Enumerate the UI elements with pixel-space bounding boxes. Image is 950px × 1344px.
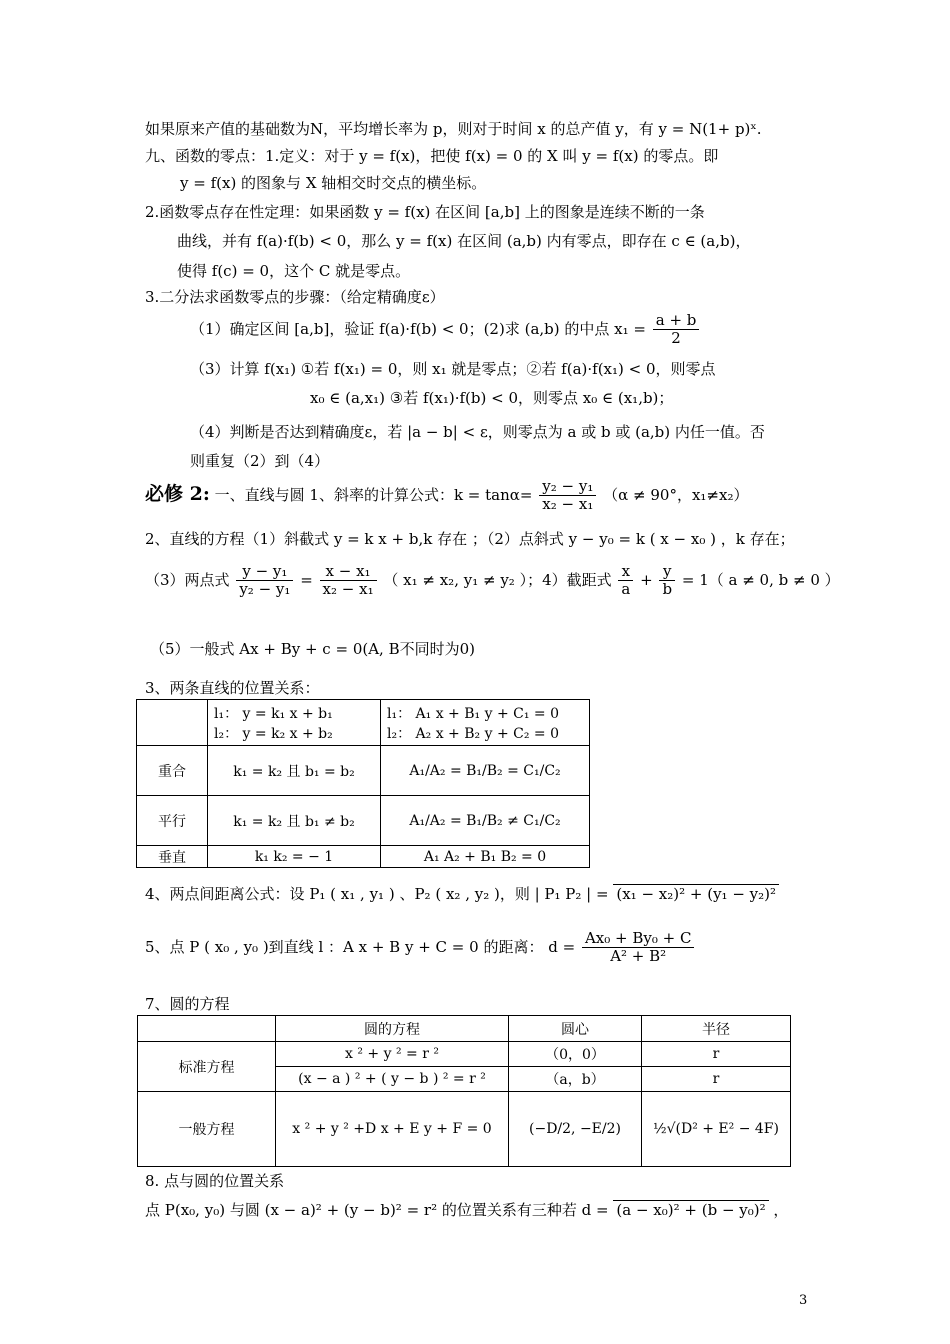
cell-line: l₂： y = k₂ x + b₂ [214,725,333,742]
table-cell [208,700,381,746]
line-relation-table [136,699,590,868]
fraction [618,563,633,599]
table-cell: A₁ A₂ + B₁ B₂ = 0 [381,846,590,868]
text-line: （5）一般式 Ax + By + c = 0(A, B不同时为0) [150,640,475,658]
table-cell: ½√(D² + E² − 4F) [642,1092,791,1167]
text-line: 使得 f(c) = 0，这个 C 就是零点。 [177,262,411,280]
text-line [145,930,696,966]
table-cell: (x − a ) ² + ( y − b ) ² = r ² [276,1067,509,1092]
formula-text: = 1（ a ≠ 0, b ≠ 0 ） [681,570,840,589]
text-line: 曲线，并有 f(a)·f(b) < 0，那么 y = f(x) 在区间 (a,b) 内有零点，即存在 c ∈ (a,b)， [177,232,751,250]
formula-text: 4、两点间距离公式：设 P₁ ( x₁ , y₁ ) 、P₂ ( x₂ , y₂ )，则 | P₁ P₂ | = [145,885,609,903]
sqrt-expression: (a − x₀)² + (b − y₀)² [613,1200,768,1220]
table-cell: A₁/A₂ = B₁/B₂ ≠ C₁/C₂ [381,796,590,846]
formula-text: （3）两点式 [145,570,230,589]
numerator: a + b [653,312,700,330]
table-row [137,846,590,868]
text-line: 2、直线的方程（1）斜截式 y = k x + b,k 存在 ；（2）点斜式 y − y₀ = k ( x − x₀ ) ，k 存在； [145,530,795,548]
fraction [653,312,700,348]
table-cell: 重合 [137,746,208,796]
table-cell: 垂直 [137,846,208,868]
table-cell [381,700,590,746]
numerator: y₂ − y₁ [539,478,596,496]
numerator: Ax₀ + By₀ + C [582,930,695,948]
table-cell: 圆心 [509,1016,642,1042]
table-cell: 圆的方程 [276,1016,509,1042]
text-line: 九、函数的零点：1.定义：对于 y = f(x)，把使 f(x) = 0 的 X 叫 y = f(x) 的零点。即 [145,147,719,165]
text-line: y = f(x) 的图象与 X 轴相交时交点的横坐标。 [180,174,487,192]
table-cell [137,700,208,746]
table-cell: （a，b） [509,1067,642,1092]
fraction [659,563,675,599]
text-line [145,884,779,904]
denominator: 2 [671,329,681,348]
formula-text: （α ≠ 90°，x₁≠x₂） [603,485,749,504]
denominator: y₂ − y₁ [239,580,291,599]
denominator: a [621,580,631,599]
table-row [137,746,590,796]
numerator: y − y₁ [236,563,293,581]
circle-equation-table [137,1015,791,1167]
section-heading: 必修 2: [145,482,210,505]
table-cell: r [642,1067,791,1092]
fraction [320,563,377,599]
table-cell: 半径 [642,1016,791,1042]
table-row [137,796,590,846]
text-line: 则重复（2）到（4） [190,452,330,470]
text-line [190,312,701,348]
table-cell: (−D/2, −E/2) [509,1092,642,1167]
table-cell: 标准方程 [138,1042,276,1092]
text-line: 3.二分法求函数零点的步骤：（给定精确度ε） [145,288,445,306]
text-line: x₀ ∈ (a,x₁) ③若 f(x₁)·f(b) < 0，则零点 x₀ ∈ (x₁,b)； [310,389,674,407]
page-number: 3 [799,1293,808,1308]
denominator: A² + B² [610,947,667,966]
formula-text: ， [773,1201,789,1219]
numerator: y [659,563,675,581]
table-cell: （0，0） [509,1042,642,1067]
table-row [138,1092,791,1167]
table-cell: k₁ = k₂ 且 b₁ = b₂ [208,746,381,796]
text-line: 3、两条直线的位置关系： [145,679,320,697]
formula-text: 点 P(x₀, y₀) 与圆 (x − a)² + (y − b)² = r² 的位置关系有三种若 d = [145,1201,609,1219]
table-cell: k₁ k₂ = − 1 [208,846,381,868]
text-line: 如果原来产值的基础数为N，平均增长率为 p，则对于时间 x 的总产值 y，有 y = N(1+ p)ˣ. [145,120,762,138]
text-line: 7、圆的方程 [145,995,230,1013]
cell-line: l₂： A₂ x + B₂ y + C₂ = 0 [387,725,559,742]
text-line: （3）两点式 $\frac{\text{y − y₁}}{\text{y₂ − y₁}}$ = $\frac{\text{x − x₁}}{\text{x₂ − x₁}}$ （ x₁ ≠ x₂, y₁ ≠ y₂ ）；4）截距式 $\frac{x}{a}$ + $\frac{y}{b}$ = 1（ a ≠ 0, b ≠ 0 ） [145,562,840,599]
formula-text: （1）确定区间 [a,b]，验证 f(a)·f(b) < 0；(2)求 (a,b) 的中点 x₁ = [190,319,646,338]
fraction [236,563,293,599]
table-cell: 平行 [137,796,208,846]
numerator: x − x₁ [320,563,377,581]
table-cell: 一般方程 [138,1092,276,1167]
text-line: （4）判断是否达到精确度ε，若 |a − b| < ε，则零点为 a 或 b 或 (a,b) 内任一值。否 [190,423,765,441]
denominator: b [662,580,673,599]
formula-text: 一、直线与圆 1、斜率的计算公式：k = tanα= [214,485,533,504]
table-cell [138,1016,276,1042]
fraction [539,478,596,514]
text-line [145,478,748,514]
text-line: 2.函数零点存在性定理：如果函数 y = f(x) 在区间 [a,b] 上的图象是连续不断的一条 [145,203,705,221]
table-cell: x ² + y ² +D x + E y + F = 0 [276,1092,509,1167]
text-line [145,1200,788,1220]
table-row [138,1042,791,1067]
text-line: 8. 点与圆的位置关系 [145,1172,285,1190]
denominator: x₂ − x₁ [322,580,374,599]
cell-line: l₁： A₁ x + B₁ y + C₁ = 0 [387,705,559,722]
text-line: （3）计算 f(x₁) ①若 f(x₁) = 0，则 x₁ 就是零点；②若 f(a)·f(x₁) < 0，则零点 [190,360,716,378]
formula-text: （ x₁ ≠ x₂, y₁ ≠ y₂ ）；4）截距式 [383,570,612,589]
sqrt-expression: (x₁ − x₂)² + (y₁ − y₂)² [613,884,779,904]
table-cell: A₁/A₂ = B₁/B₂ = C₁/C₂ [381,746,590,796]
numerator: x [618,563,633,581]
table-cell: k₁ = k₂ 且 b₁ ≠ b₂ [208,796,381,846]
table-cell: r [642,1042,791,1067]
table-cell: x ² + y ² = r ² [276,1042,509,1067]
cell-line: l₁： y = k₁ x + b₁ [214,705,333,722]
denominator: x₂ − x₁ [542,495,594,514]
formula-text: 5、点 P ( x₀ , y₀ )到直线 l ：A x + B y + C = 0 的距离： d = [145,937,576,956]
fraction [582,930,695,966]
